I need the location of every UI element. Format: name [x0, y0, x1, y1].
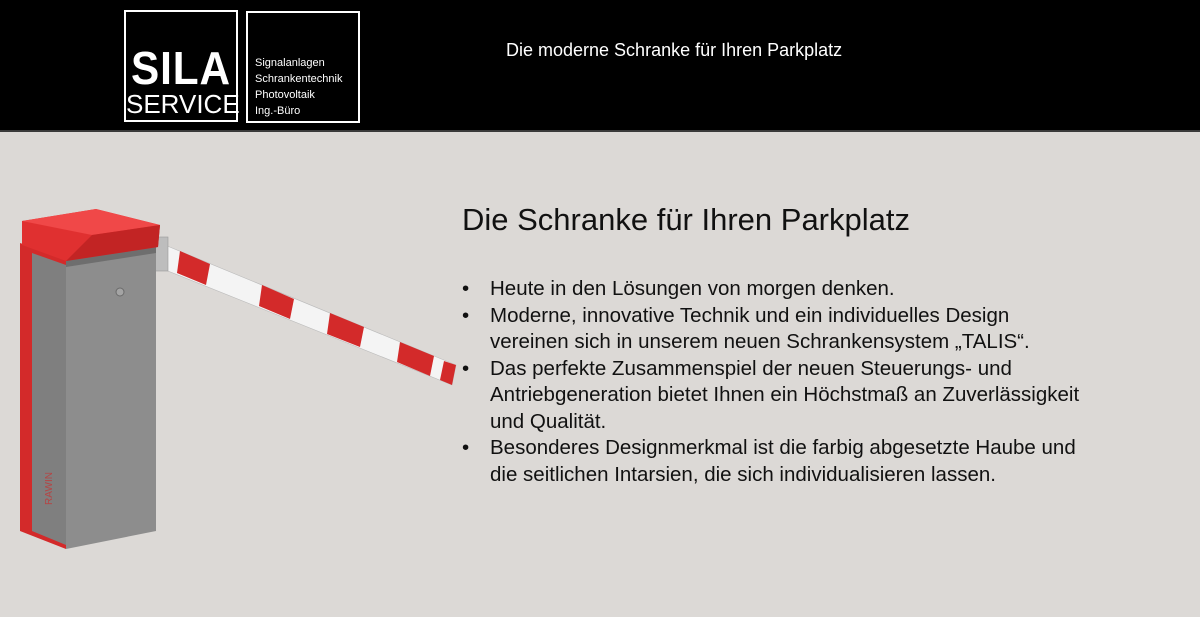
list-item [462, 303, 1192, 356]
feature-list [462, 276, 1192, 488]
content-title: Die Schranke für Ihren Parkplatz [462, 202, 910, 237]
logo-wordmark-sila: SILA [130, 42, 232, 94]
housing-brand-label: RAWIN [44, 472, 55, 505]
logo-wordmark-service: SERVICE [126, 89, 240, 119]
list-item [462, 356, 1192, 436]
header-tagline: Die moderne Schranke für Ihren Parkplatz [506, 40, 843, 60]
bullet-line: die seitlichen Intarsien, die sich individualisieren lassen. [490, 462, 996, 486]
bullet-icon: • [462, 303, 470, 327]
list-item [462, 276, 1192, 303]
boom-arm [150, 237, 456, 385]
bullet-line: Antriebgeneration bietet Ihnen ein Höchstmaß an Zuverlässigkeit [490, 383, 1080, 406]
bullet-line: Moderne, innovative Technik und ein individuelles Design [490, 303, 1010, 327]
service-item: Photovoltaik [255, 89, 315, 101]
bullet-line: Das perfekte Zusammenspiel der neuen Steuerungs- und [490, 356, 1012, 380]
bullet-line: Heute in den Lösungen von morgen denken. [490, 277, 895, 300]
service-item: Ing.-Büro [255, 105, 301, 117]
bullet-icon: • [462, 356, 470, 380]
barrier-housing [20, 243, 156, 549]
header-bar [0, 0, 1200, 132]
services-box [246, 11, 360, 123]
bullet-line: vereinen sich in unserem neuen Schrankensystem „TALIS“. [490, 330, 1030, 353]
barrier-gate-image [0, 195, 470, 565]
bullet-line: Besonderes Designmerkmal ist die farbig abgesetzte Haube und [490, 436, 1076, 459]
company-logo[interactable] [124, 10, 238, 122]
list-item [462, 435, 1192, 488]
bullet-line: und Qualität. [490, 409, 607, 433]
bullet-icon: • [462, 277, 470, 300]
bullet-icon: • [462, 436, 470, 459]
service-item: Schrankentechnik [255, 73, 343, 85]
service-item: Signalanlagen [255, 57, 325, 69]
